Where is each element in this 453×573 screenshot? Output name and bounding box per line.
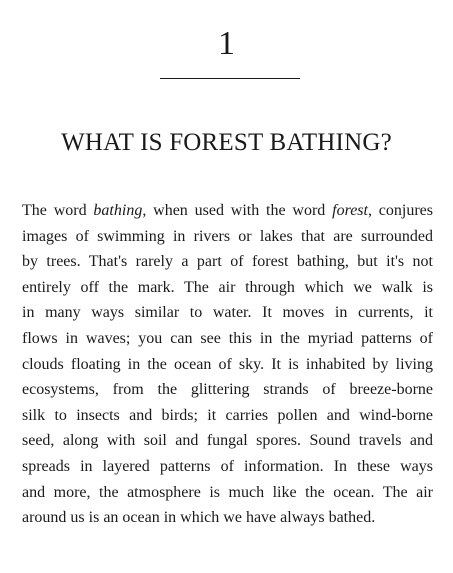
paragraph-line: entirely off the mark. The air through which we walk is — [22, 278, 433, 296]
text-run: , when used with the word — [142, 202, 333, 219]
paragraph-line: images of swimming in rivers or lakes that are surrounded — [22, 227, 433, 245]
paragraph-line: silk to insects and birds; it carries pollen and wind-borne — [22, 406, 433, 424]
paragraph-line: spreads in layered patterns of information. In these ways — [22, 457, 433, 475]
paragraph-line: around us is an ocean in which we have always bathed. — [22, 509, 376, 527]
paragraph-line: ecosystems, from the glittering strands of breeze-borne — [22, 381, 433, 399]
italic-term-bathing: bathing — [93, 202, 143, 219]
paragraph-line: and more, the atmosphere is much like the ocean. The air — [22, 483, 433, 501]
italic-term-forest: forest — [332, 202, 368, 219]
text-run: The word — [22, 202, 94, 219]
paragraph-line: clouds floating in the ocean of sky. It is inhabited by living — [22, 355, 433, 373]
chapter-body-paragraph — [22, 198, 433, 531]
paragraph-line: flows in waves; you can see this in the myriad patterns of — [22, 329, 433, 347]
paragraph-line: in many ways similar to water. It moves in currents, it — [22, 304, 433, 322]
paragraph-line: by trees. That's rarely a part of forest bathing, but it's not — [22, 253, 433, 271]
chapter-title: WHAT IS FOREST BATHING? — [61, 129, 392, 156]
chapter-divider — [160, 78, 300, 79]
paragraph-line — [22, 198, 433, 224]
text-run: , conjures — [367, 202, 434, 219]
chapter-number: 1 — [218, 25, 235, 62]
paragraph-line: seed, along with soil and fungal spores. Sound travels and — [22, 432, 433, 450]
